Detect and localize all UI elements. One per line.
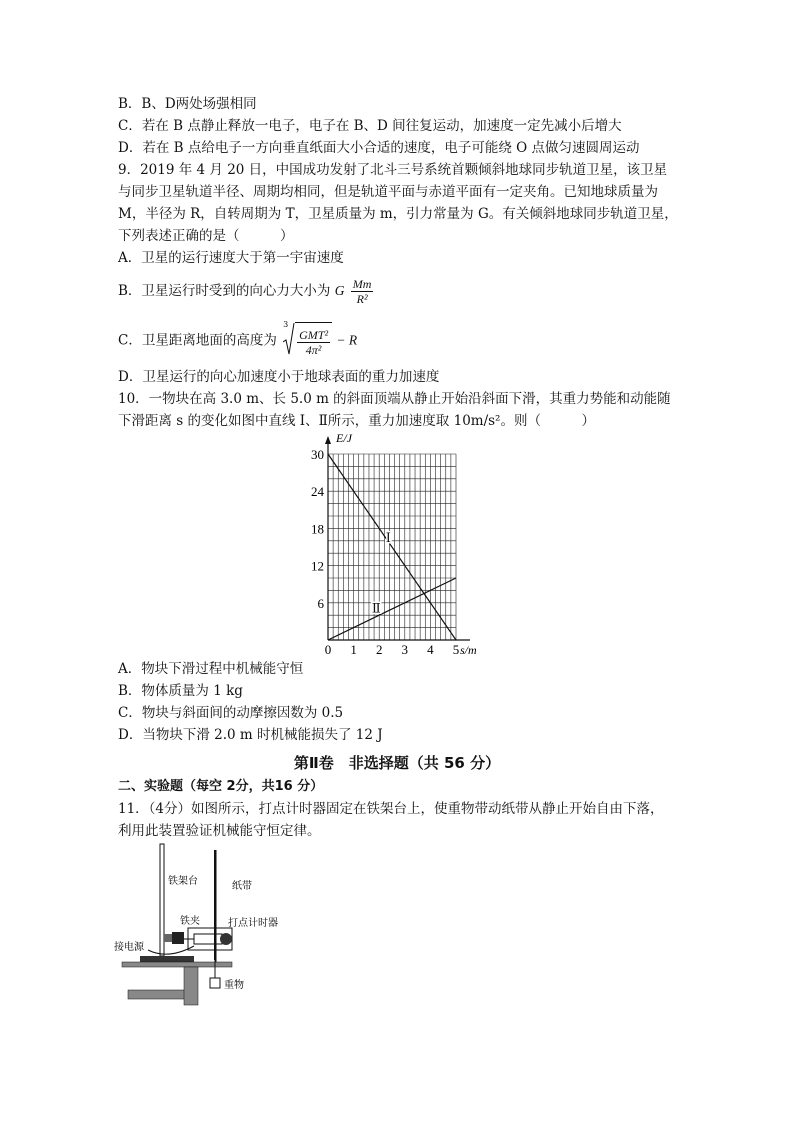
clamp-body [172, 932, 184, 944]
label-clamp: 铁夹 [180, 916, 200, 927]
q9-option-d: D．卫星运行的向心加速度小于地球表面的重力加速度 [118, 369, 440, 385]
q9-stem-line4: 下列表述正确的是（ ） [118, 228, 294, 244]
table-shelf [128, 990, 188, 999]
y-tick-label: 18 [311, 521, 324, 537]
x-tick-label: 3 [401, 642, 409, 657]
energy-distance-chart [300, 428, 500, 658]
q8-option-d: D．若在 B 点给电子一方向垂直纸面大小合适的速度，电子可能绕 O 点做匀速圆周运动 [118, 140, 640, 156]
y-axis-arrow [325, 436, 331, 444]
label-timer: 打点计时器 [228, 918, 278, 929]
apparatus-diagram [108, 842, 308, 1012]
series-line-1 [328, 454, 456, 640]
stand-base [140, 956, 194, 962]
q9-option-c: C．卫星距离地面的高度为 [118, 332, 277, 349]
radical-sign-icon [283, 322, 295, 356]
x-tick-label: 0 [324, 642, 332, 657]
y-tick-label: 12 [311, 558, 324, 574]
label-weight: 重物 [224, 980, 244, 991]
q9-option-b-row [118, 275, 375, 309]
series-line-2 [328, 578, 456, 640]
series-label-1: Ⅰ [385, 529, 391, 545]
power-wire [148, 946, 194, 954]
q8-option-c: C．若在 B 点静止释放一电子，电子在 B、D 间往复运动，加速度一定先减小后增大 [118, 118, 622, 134]
q10-option-a: A．物块下滑过程中机械能守恒 [118, 661, 304, 677]
y-tick-label: 6 [317, 595, 324, 611]
y-axis-label: E/J [336, 431, 352, 445]
q9-c-denominator: 4π² [305, 343, 322, 357]
label-power: 接电源 [114, 942, 144, 953]
timer-dial [220, 933, 232, 945]
q9-stem-line3: M，半径为 R，自转周期为 T，卫星质量为 m，引力常量为 G。有关倾斜地球同步轨道卫星， [118, 206, 678, 222]
q9-b-constant: G [334, 283, 345, 298]
clamp-screw [164, 934, 172, 942]
q10-stem-line1: 10．一物块在高 3.0 m、长 5.0 m 的斜面顶端从静止开始沿斜面下滑，其重力势能和动能随 [118, 391, 671, 407]
q10-option-d: D．当物块下滑 2.0 m 时机械能损失了 12 J [118, 727, 383, 743]
x-tick-label: 4 [427, 642, 434, 657]
q10-option-b: B．物体质量为 1 kg [118, 683, 243, 699]
label-tape: 纸带 [232, 881, 252, 892]
x-tick-label: 2 [375, 642, 383, 657]
q9-stem-line1: 9．2019 年 4 月 20 日，中国成功发射了北斗三号系统首颗倾斜地球同步轨道卫星，该卫星 [118, 162, 668, 178]
q9-b-denominator: R² [356, 292, 368, 306]
q9-b-fraction [351, 277, 374, 306]
stand-rod [160, 844, 164, 956]
q9-option-c-row [118, 322, 357, 362]
chart-series [328, 454, 456, 640]
q9-c-root-index: 3 [283, 320, 289, 329]
q10-option-c: C．物块与斜面间的动摩擦因数为 0.5 [118, 705, 344, 721]
q9-option-b: B．卫星运行时受到的向心力大小为 [118, 283, 331, 299]
q9-c-radical [281, 322, 332, 360]
q9-stem-line2: 与同步卫星轨道半径、周期均相同，但是轨道平面与赤道平面有一定夹角。已知地球质量为 [118, 184, 658, 200]
q9-c-fraction [297, 328, 330, 357]
x-axis-label: s/m [460, 643, 477, 657]
q11-stem-line1: 11．（4分）如图所示，打点计时器固定在铁架台上，使重物带动纸带从静止开始自由下落， [118, 801, 664, 817]
q9-c-tail: − R [336, 332, 358, 348]
q9-c-numerator: GMT² [299, 328, 329, 342]
weight-block [210, 978, 220, 988]
series-label-2: Ⅱ [371, 600, 381, 616]
x-tick-label: 1 [350, 642, 357, 657]
q10-stem-line2: 下滑距离 s 的变化如图中直线 Ⅰ、Ⅱ所示，重力加速度取 10m/s²。则（ ） [118, 413, 595, 429]
q11-stem-line2: 利用此装置验证机械能守恒定律。 [118, 823, 321, 839]
x-tick-label: 5 [452, 642, 460, 657]
table-leg [184, 967, 198, 1005]
q9-b-numerator: Mm [352, 277, 372, 291]
q9-option-a: A．卫星的运行速度大于第一宇宙速度 [118, 250, 344, 266]
label-stand: 铁架台 [168, 876, 198, 887]
timer-core [194, 934, 222, 944]
section-heading: 第Ⅱ卷 非选择题（共 56 分） [293, 754, 501, 772]
subsection-heading: 二、实验题（每空 2分，共16 分） [118, 779, 324, 794]
y-tick-label: 30 [311, 447, 324, 462]
y-tick-label: 24 [311, 484, 324, 500]
q8-option-b: B．B、D两处场强相同 [118, 96, 257, 112]
